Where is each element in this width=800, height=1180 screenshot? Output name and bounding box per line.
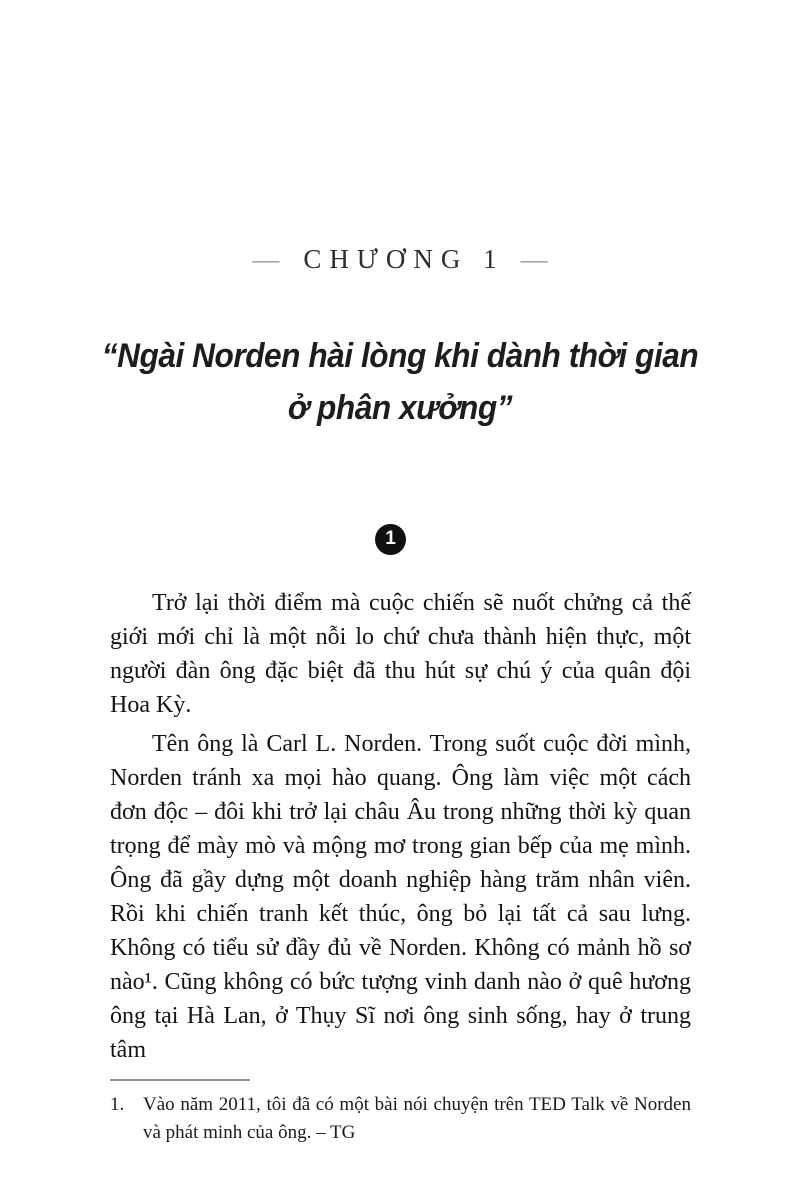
section-number: 1 [385,528,396,549]
heading-right-dash: — [520,244,548,274]
chapter-title-line-1: “Ngài Norden hài lòng khi dành thời gian [101,337,699,375]
paragraph-1: Trở lại thời điểm mà cuộc chiến sẽ nuốt chửng cả thế giới mới chỉ là một nỗi lo chứ chưa thành hiện thực, một người đàn ông đặc biệt đã thu hút sự chú ý của quân đội Hoa Kỳ. [110,590,691,718]
footnote-number: 1. [110,1094,125,1115]
chapter-title-line-2: ở phân xưởng” [287,389,513,427]
body-text [110,586,691,1147]
footnote-separator [110,1079,250,1081]
chapter-label: CHƯƠNG 1 [303,244,505,274]
chapter-title [0,330,800,434]
footnote [110,1091,691,1147]
paragraph-2: Tên ông là Carl L. Norden. Trong suốt cuộc đời mình, Norden tránh xa mọi hào quang. Ông làm việc một cách đơn độc – đôi khi trở lại châu Âu trong những thời kỳ quan trọng để mày mò và mộng mơ trong gian bếp của mẹ mình. Ông đã gầy dựng một doanh nghiệp hàng trăm nhân viên. Rồi khi chiến tranh kết thúc, ông bỏ lại tất cả sau lưng. Không có tiểu sử đầy đủ về Norden. Không có mảnh hồ sơ nào¹. Cũng không có bức tượng vinh danh nào ở quê hương ông tại Hà Lan, ở Thụy Sĩ nơi ông sinh sống, hay ở trung tâm [110,731,691,1063]
heading-left-dash: — [252,244,280,274]
section-number-badge [375,524,406,555]
chapter-heading [0,244,800,275]
footnote-text: Vào năm 2011, tôi đã có một bài nói chuyện trên TED Talk về Norden và phát minh của ông. – TG [143,1094,691,1143]
